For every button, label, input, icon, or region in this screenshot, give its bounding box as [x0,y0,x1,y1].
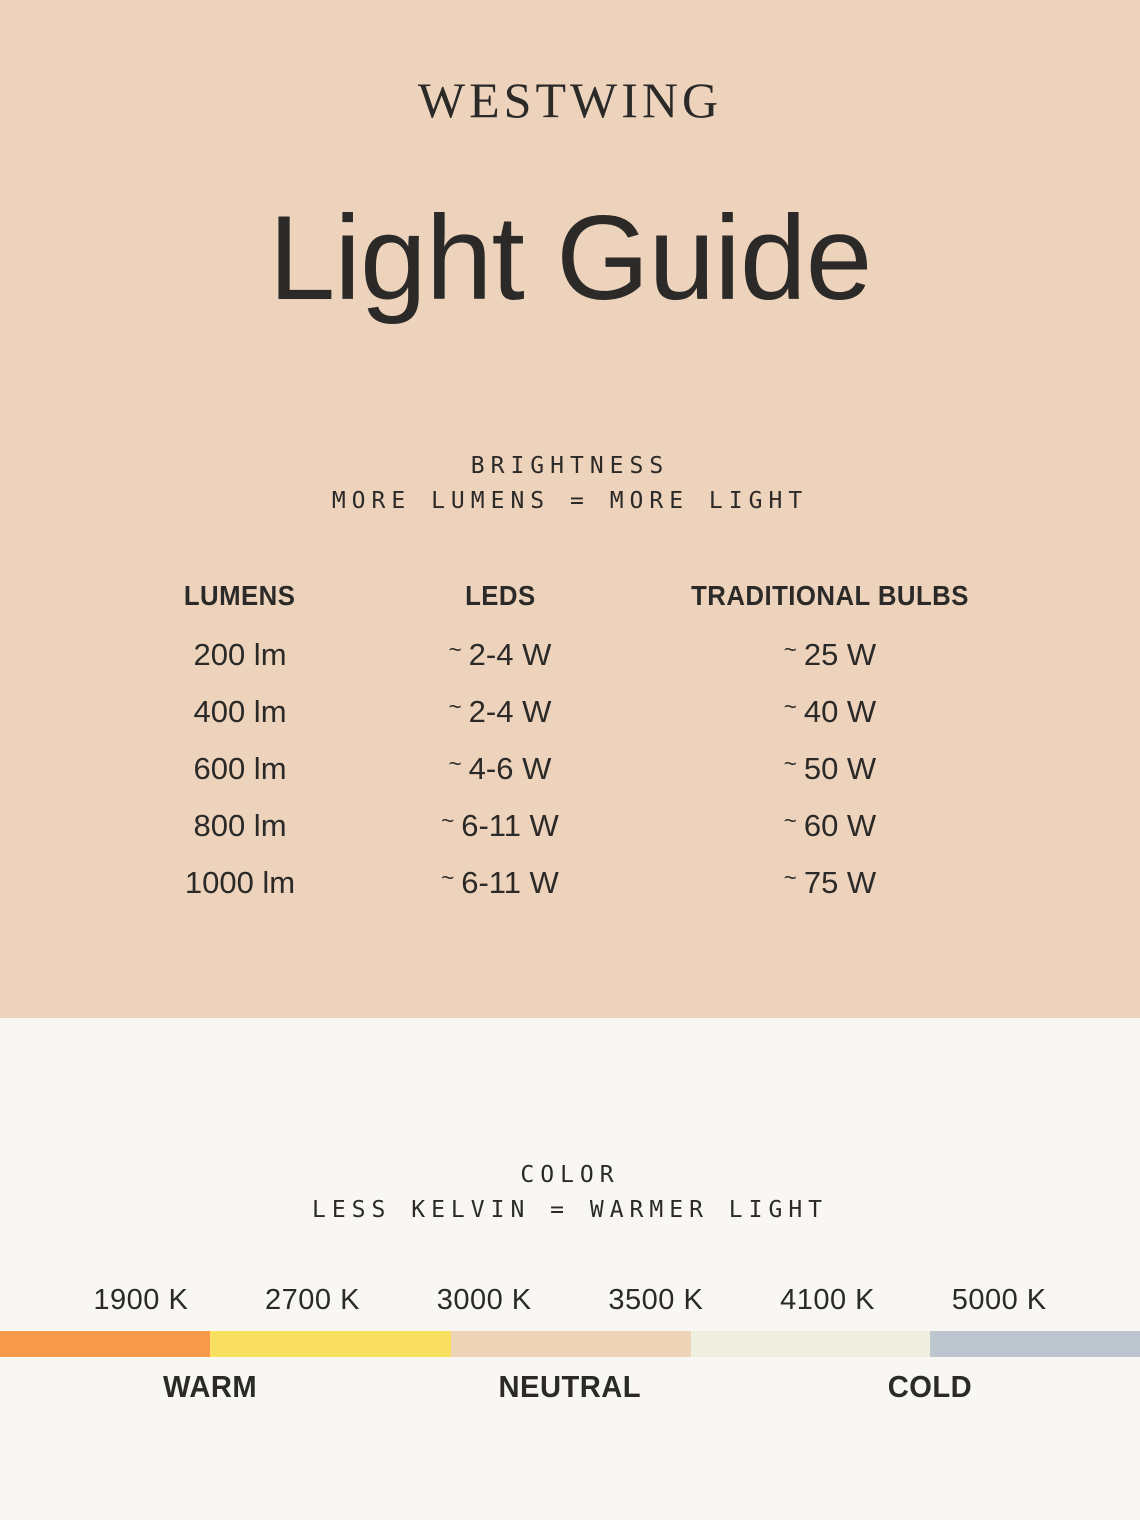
color-section [0,1158,1140,1520]
lumens-value: 600 lm [193,751,287,786]
led-wattage-value: ~ 6-11 W [360,808,640,847]
kelvin-label: 4100 K [780,1284,875,1316]
color-heading: COLOR [520,1162,620,1188]
led-wattage-value: ~ 2-4 W [360,637,640,676]
warm-yellow-segment [210,1331,452,1357]
traditional-wattage-value: ~ 50 W [640,751,1020,790]
brightness-subheading: MORE LUMENS = MORE LIGHT [331,488,809,514]
lumens-value: 800 lm [193,808,287,843]
approx-tilde: ~ [441,807,455,833]
table-row [120,694,1020,733]
table-row [120,637,1020,676]
approx-tilde: ~ [448,750,462,776]
column-header-leds [360,579,640,613]
traditional-wattage-value: ~ 75 W [640,865,1020,904]
traditional-wattage-value: ~ 60 W [640,808,1020,847]
kelvin-label: 5000 K [951,1284,1047,1316]
column-header-leds-label: LEDS [464,580,536,611]
color-temperature-bar [0,1331,1140,1357]
page-title: Light Guide [268,191,872,325]
approx-tilde: ~ [783,636,797,662]
color-heading-block [0,1158,1140,1228]
approx-tilde: ~ [448,693,462,719]
kelvin-label: 2700 K [265,1284,360,1316]
approx-tilde: ~ [783,750,797,776]
warm-orange-segment [0,1331,210,1357]
warm-label-text: WARM [162,1369,258,1404]
traditional-wattage-value: ~ 25 W [640,637,1020,676]
table-row [120,751,1020,790]
neutral-label-text: NEUTRAL [498,1369,642,1404]
led-wattage-value: ~ 6-11 W [360,865,640,904]
column-header-lumens-label: LUMENS [184,580,296,611]
table-row [120,865,1020,904]
brightness-table-rows [120,637,1020,904]
brightness-heading: BRIGHTNESS [470,453,670,479]
kelvin-label: 1900 K [93,1284,189,1316]
column-header-traditional-bulbs-label: TRADITIONAL BULBS [691,580,969,611]
cold-blue-segment [930,1331,1140,1357]
kelvin-label: 3500 K [608,1284,704,1316]
neutral-peach-segment [451,1331,690,1357]
approx-tilde: ~ [448,636,462,662]
warm-label [30,1369,390,1405]
led-wattage-value: ~ 2-4 W [360,694,640,733]
approx-tilde: ~ [783,693,797,719]
brightness-heading-block [0,449,1140,519]
column-header-lumens [120,579,360,613]
kelvin-scale-labels [0,1283,1140,1317]
neutral-cream-segment [691,1331,930,1357]
approx-tilde: ~ [783,864,797,890]
approx-tilde: ~ [783,807,797,833]
traditional-wattage-value: ~ 40 W [640,694,1020,733]
temperature-labels [0,1369,1140,1405]
lumens-value: 400 lm [193,694,287,729]
color-subheading: LESS KELVIN = WARMER LIGHT [311,1197,829,1223]
lumens-value: 1000 lm [184,865,296,900]
neutral-label [390,1369,750,1405]
led-wattage-value: ~ 4-6 W [360,751,640,790]
approx-tilde: ~ [441,864,455,890]
column-header-traditional-bulbs [640,579,1020,613]
lumens-value: 200 lm [193,637,287,672]
kelvin-label: 3000 K [436,1284,532,1316]
table-row [120,808,1020,847]
cold-label-text: COLD [887,1369,973,1404]
brand-logo: WESTWING [417,72,723,128]
brightness-table-header [120,579,1020,613]
brightness-table [120,579,1020,904]
cold-label [750,1369,1110,1405]
